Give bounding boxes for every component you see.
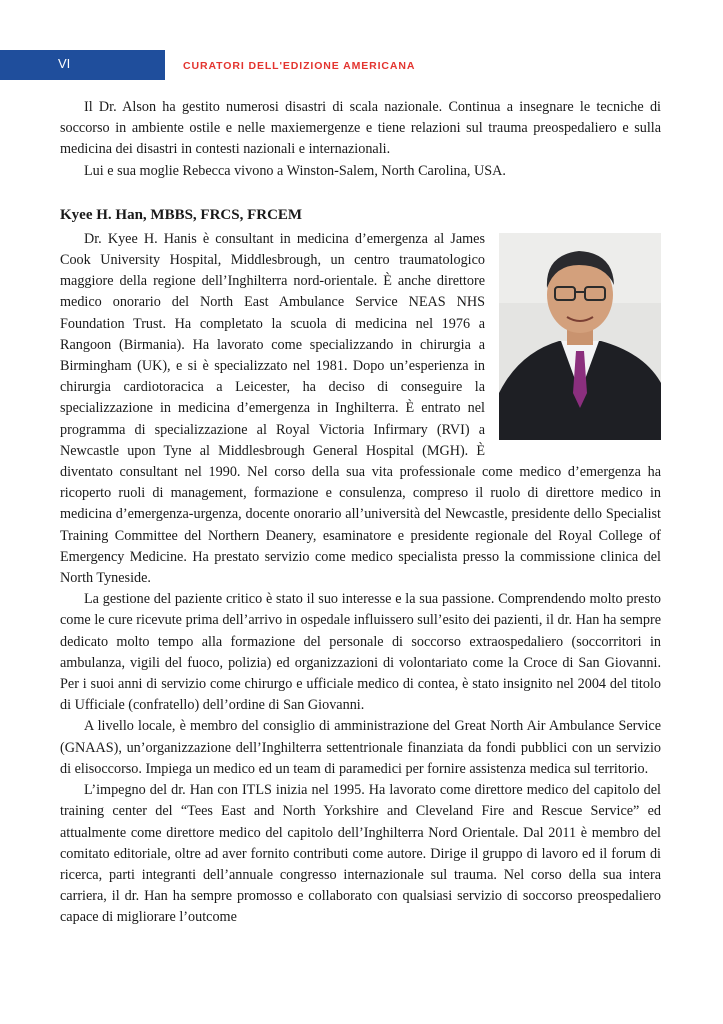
portrait-photo: [499, 233, 661, 440]
page-number: VI: [58, 56, 71, 71]
page-body: [60, 97, 661, 929]
intro-paragraph: Lui e sua moglie Rebecca vivono a Winston-Salem, North Carolina, USA.: [84, 162, 506, 179]
bio-paragraph: A livello locale, è membro del consiglio di amministrazione del Great North Air Ambulance Service (GNAAS), un’organizzazione dell’Inghilterra settentrionale finanziata da fondi pubblici con un servizio di elisoccorso. Impiega un medico ed un team di paramedici per fornire assistenza medica sul territorio.: [60, 718, 661, 777]
running-head: CURATORI DELL'EDIZIONE AMERICANA: [183, 60, 416, 72]
bio-paragraph: Dr. Kyee H. Hanis è consultant in medicina d’emergenza al James Cook University Hospital, Middlesbrough, un centro traumatologico maggiore della regione dell’Inghilterra nord-orientale. È anche direttore medico onorario del North East Ambulance Service NEAS NHS Foundation Trust. Ha completato la scuola di medicina nel 1976 a Rangoon (Birmania). Ha lavorato come specializzando in chirurgia a Birmingham (UK), e si è specializzato nel 1981. Dopo un’esperienza in chirurgia cardiotoracica a Leicester, ha deciso di conseguire la specializzazione in medicina d’emergenza in Inghilterra. È entrato nel programma di specializzazione al Royal Victoria Infirmary (RVI) a Newcastle upon Tyne al Middlesbrough General Hospital (MGH). È diventato consultant nel 1990. Nel corso della sua vita professionale come medico d’emergenza ha ricoperto ruoli di management, formazione e consulenza, compreso il ruolo di direttore medico in medicina d’emergenza-urgenza, docente onorario all’università del Newcastle, presidente dello Specialist Training Committee del Northern Deanery, esaminatore e presidente regionale del Royal College of Emergency Medicine. Ha prestato servizio come medico specialista presso la commissione clinica del North Tyneside.: [60, 230, 661, 587]
section-heading: Kyee H. Han, MBBS, FRCS, FRCEM: [60, 206, 303, 223]
bio-paragraph: La gestione del paziente critico è stato il suo interesse e la sua passione. Comprendendo molto presto come le cure ricevute prima dell’arrivo in ospedale influissero sull’esito dei pazienti, il dr. Han ha sempre dedicato molto tempo alla formazione del personale di soccorso extraospedaliero (soccorritori in ambulanza, vigili del fuoco, polizia) ed organizzazioni di volontariato come la Croce di San Giovanni. Per i suoi anni di servizio come chirurgo e ufficiale medico di contea, è stato insignito nel 2004 del titolo di Ufficiale (confratello) dell’ordine di San Giovanni.: [60, 591, 661, 714]
header-band: [0, 50, 165, 80]
bio-paragraph: L’impegno del dr. Han con ITLS inizia nel 1995. Ha lavorato come direttore medico del capitolo del training center del “Tees East and North Yorkshire and Cleveland Fire and Rescue Service” ed attualmente come direttore medico del capitolo dell’Inghilterra Nord Orientale. Dal 2011 è membro del comitato editoriale, oltre ad aver fornito contributi come autore. Dirige il gruppo di lavoro ed il forum di ricerca, parti integranti dell’annuale congresso internazionale sul trauma. Nel corso della sua intera carriera, il dr. Han ha sempre promosso e collaborato con qualsiasi servizio di soccorso preospedaliero capace di migliorare l’outcome: [60, 782, 661, 926]
intro-paragraph: Il Dr. Alson ha gestito numerosi disastri di scala nazionale. Continua a insegnare le tecniche di soccorso in ambiente ostile e nelle maxiemergenze e tiene relazioni sul trauma preospedaliero e sulla medicina dei disastri in contesti nazionali e internazionali.: [60, 99, 661, 158]
